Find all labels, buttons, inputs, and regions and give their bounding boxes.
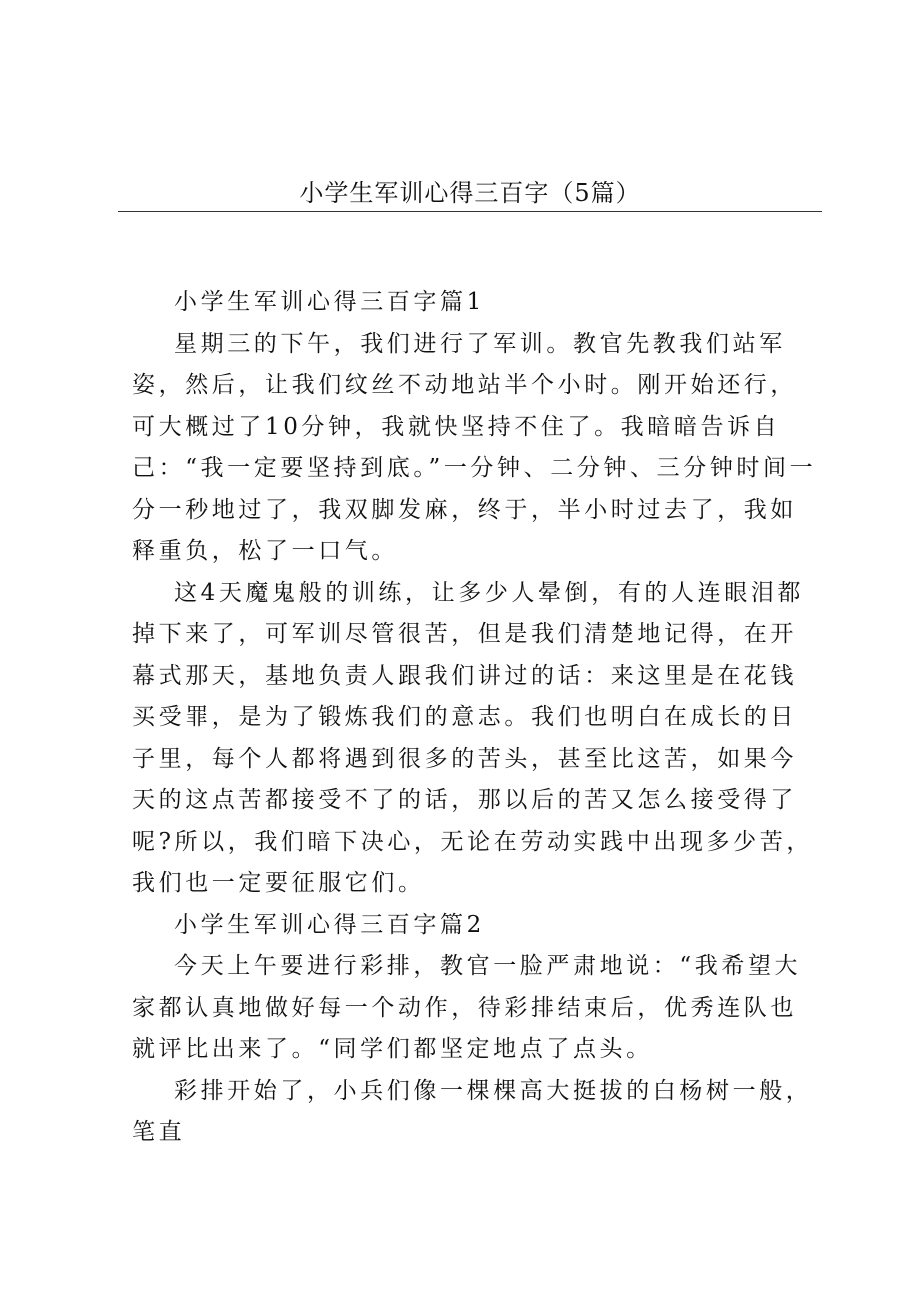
document-title: 小学生军训心得三百字（5篇） bbox=[299, 179, 641, 207]
section-heading-1: 小学生军训心得三百字篇1 bbox=[174, 289, 485, 315]
paragraph: 彩排开始了，小兵们像一棵棵高大挺拔的白杨树一般，笔直 bbox=[132, 1077, 813, 1145]
paragraph: 今天上午要进行彩排，教官一脸严肃地说：“我希望大家都认真地做好每一个动作，待彩排结束后，优秀连队也就评比出来了。“同学们都坚定地点了点头。 bbox=[132, 953, 802, 1062]
paragraph: 这4天魔鬼般的训练，让多少人晕倒，有的人连眼泪都掉下来了，可军训尽管很苦，但是我们清楚地记得，在开幕式那天，基地负责人跟我们讲过的话：来这里是在花钱买受罪，是为了锻炼我们的意志。我们也明白在成长的日子里，每个人都将遇到很多的苦头，甚至比这苦，如果今天的这点苦都接受不了的话，那以后的苦又怎么接受得了呢?所以，我们暗下决心，无论在劳动实践中出现多少苦，我们也一定要征服它们。 bbox=[132, 579, 813, 896]
section-heading-2: 小学生军训心得三百字篇2 bbox=[174, 911, 485, 938]
paragraph: 星期三的下午，我们进行了军训。教官先教我们站军姿，然后，让我们纹丝不动地站半个小时。刚开始还行，可大概过了10分钟，我就快坚持不住了。我暗暗告诉自己：“我一定要坚持到底。”一分钟、二分钟、三分钟时间一分一秒地过了，我双脚发麻，终于，半小时过去了，我如释重负，松了一口气。 bbox=[132, 330, 817, 564]
title-underline bbox=[118, 211, 822, 212]
document-body bbox=[132, 282, 822, 1154]
